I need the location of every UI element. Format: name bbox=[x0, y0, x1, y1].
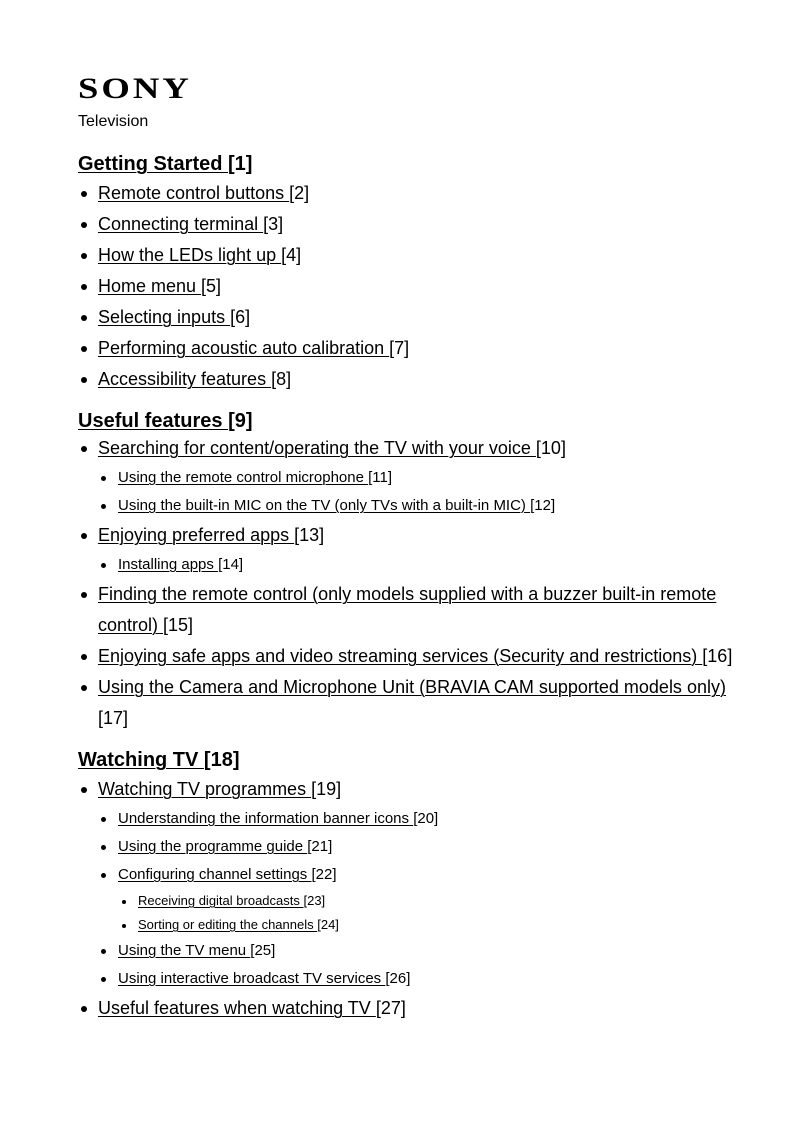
help-guide-page bbox=[78, 74, 738, 1024]
section-title bbox=[78, 409, 738, 433]
topic-number: [2] bbox=[289, 183, 310, 203]
topic-item bbox=[78, 520, 738, 579]
topic-number: [19] bbox=[311, 779, 342, 799]
section-number: [1] bbox=[228, 153, 253, 175]
topic-item bbox=[78, 302, 738, 333]
topic-item bbox=[78, 672, 738, 734]
subsubtopic-number: [24] bbox=[317, 917, 339, 932]
topic-link-remote-control-buttons[interactable]: Remote control buttons bbox=[98, 183, 290, 203]
subtopic-link-installing-apps[interactable]: Installing apps bbox=[118, 556, 219, 573]
topic-item bbox=[78, 774, 738, 993]
section-title bbox=[78, 748, 738, 772]
subtopic-number: [22] bbox=[311, 866, 337, 883]
topic-item bbox=[78, 271, 738, 302]
topic-item bbox=[78, 364, 738, 395]
subtopic-link-tv-menu[interactable]: Using the TV menu bbox=[118, 942, 251, 959]
topic-number: [10] bbox=[535, 438, 566, 458]
topic-item bbox=[78, 178, 738, 209]
subtopic-link-programme-guide[interactable]: Using the programme guide bbox=[118, 838, 308, 855]
topic-list bbox=[78, 433, 738, 734]
section-link-watching-tv[interactable]: Watching TV bbox=[78, 749, 204, 771]
subsubtopic-item bbox=[118, 889, 738, 913]
subtopic-item bbox=[98, 464, 738, 492]
topic-item bbox=[78, 641, 738, 672]
subtopic-number: [25] bbox=[250, 942, 276, 959]
topic-number: [8] bbox=[271, 369, 292, 389]
subtopic-link-channel-settings[interactable]: Configuring channel settings bbox=[118, 866, 312, 883]
topic-list bbox=[78, 774, 738, 1024]
topic-link-selecting-inputs[interactable]: Selecting inputs bbox=[98, 307, 231, 327]
topic-link-useful-features-watching-tv[interactable]: Useful features when watching TV bbox=[98, 998, 376, 1018]
topic-link-how-leds-light-up[interactable]: How the LEDs light up bbox=[98, 245, 282, 265]
subsubtopic-link-sorting-channels[interactable]: Sorting or editing the channels bbox=[138, 917, 318, 932]
topic-item bbox=[78, 993, 738, 1024]
topic-link-safe-apps[interactable]: Enjoying safe apps and video streaming services (Security and restrictions) bbox=[98, 646, 703, 666]
subtopic-item bbox=[98, 551, 738, 579]
topic-number: [13] bbox=[294, 525, 325, 545]
subtopic-number: [26] bbox=[385, 970, 411, 987]
subtopic-item bbox=[98, 965, 738, 993]
topic-number: [6] bbox=[230, 307, 251, 327]
subtopic-link-banner-icons[interactable]: Understanding the information banner icons bbox=[118, 810, 414, 827]
subtopic-item bbox=[98, 861, 738, 937]
subsubtopic-link-digital-broadcasts[interactable]: Receiving digital broadcasts bbox=[138, 893, 304, 908]
topic-link-preferred-apps[interactable]: Enjoying preferred apps bbox=[98, 525, 295, 545]
subsubtopic-number: [23] bbox=[303, 893, 326, 908]
topic-link-camera-microphone-unit[interactable]: Using the Camera and Microphone Unit (BRAVIA CAM supported models only) bbox=[98, 677, 726, 697]
section-getting-started bbox=[78, 152, 738, 395]
topic-link-connecting-terminal[interactable]: Connecting terminal bbox=[98, 214, 264, 234]
subtopic-number: [12] bbox=[530, 497, 556, 514]
subtopic-list bbox=[98, 464, 738, 520]
topic-number: [27] bbox=[375, 998, 406, 1018]
topic-link-voice-search[interactable]: Searching for content/operating the TV with your voice bbox=[98, 438, 536, 458]
topic-link-watching-tv-programmes[interactable]: Watching TV programmes bbox=[98, 779, 312, 799]
topic-link-finding-remote[interactable]: Finding the remote control (only models supplied with a buzzer built-in remote control) bbox=[98, 584, 717, 635]
topic-item bbox=[78, 240, 738, 271]
topic-item bbox=[78, 333, 738, 364]
topic-number: [7] bbox=[389, 338, 410, 358]
subtopic-item bbox=[98, 492, 738, 520]
topic-number: [3] bbox=[263, 214, 284, 234]
subtopic-number: [21] bbox=[307, 838, 333, 855]
subtopic-number: [11] bbox=[368, 469, 393, 486]
topic-link-acoustic-auto-calibration[interactable]: Performing acoustic auto calibration bbox=[98, 338, 390, 358]
subtopic-link-interactive-broadcast[interactable]: Using interactive broadcast TV services bbox=[118, 970, 386, 987]
topic-link-accessibility-features[interactable]: Accessibility features bbox=[98, 369, 272, 389]
subtopic-item bbox=[98, 937, 738, 965]
topic-item bbox=[78, 209, 738, 240]
subtopic-number: [20] bbox=[413, 810, 439, 827]
section-link-getting-started[interactable]: Getting Started bbox=[78, 153, 229, 175]
topic-item bbox=[78, 579, 738, 641]
topic-item bbox=[78, 433, 738, 520]
subtopic-list bbox=[98, 551, 738, 579]
section-number: [18] bbox=[203, 749, 240, 771]
topic-link-home-menu[interactable]: Home menu bbox=[98, 276, 202, 296]
subsubtopic-list bbox=[118, 889, 738, 937]
section-link-useful-features[interactable]: Useful features bbox=[78, 410, 229, 432]
product-category: Television bbox=[78, 113, 149, 130]
subtopic-item bbox=[98, 805, 738, 833]
subtopic-link-remote-microphone[interactable]: Using the remote control microphone bbox=[118, 469, 369, 486]
sony-logo: SONY bbox=[78, 72, 192, 105]
subtopic-list bbox=[98, 805, 738, 993]
section-watching-tv bbox=[78, 748, 738, 1024]
section-title bbox=[78, 152, 738, 176]
subsubtopic-item bbox=[118, 913, 738, 937]
subtopic-item bbox=[98, 833, 738, 861]
topic-number: [15] bbox=[163, 615, 194, 635]
topic-number: [5] bbox=[201, 276, 222, 296]
topic-number: [4] bbox=[281, 245, 302, 265]
section-number: [9] bbox=[228, 410, 253, 432]
section-useful-features bbox=[78, 409, 738, 734]
topic-list bbox=[78, 178, 738, 395]
subtopic-link-built-in-mic[interactable]: Using the built-in MIC on the TV (only TVs with a built-in MIC) bbox=[118, 497, 531, 514]
subtopic-number: [14] bbox=[218, 556, 244, 573]
topic-number: [17] bbox=[98, 708, 129, 728]
topic-number: [16] bbox=[702, 646, 733, 666]
